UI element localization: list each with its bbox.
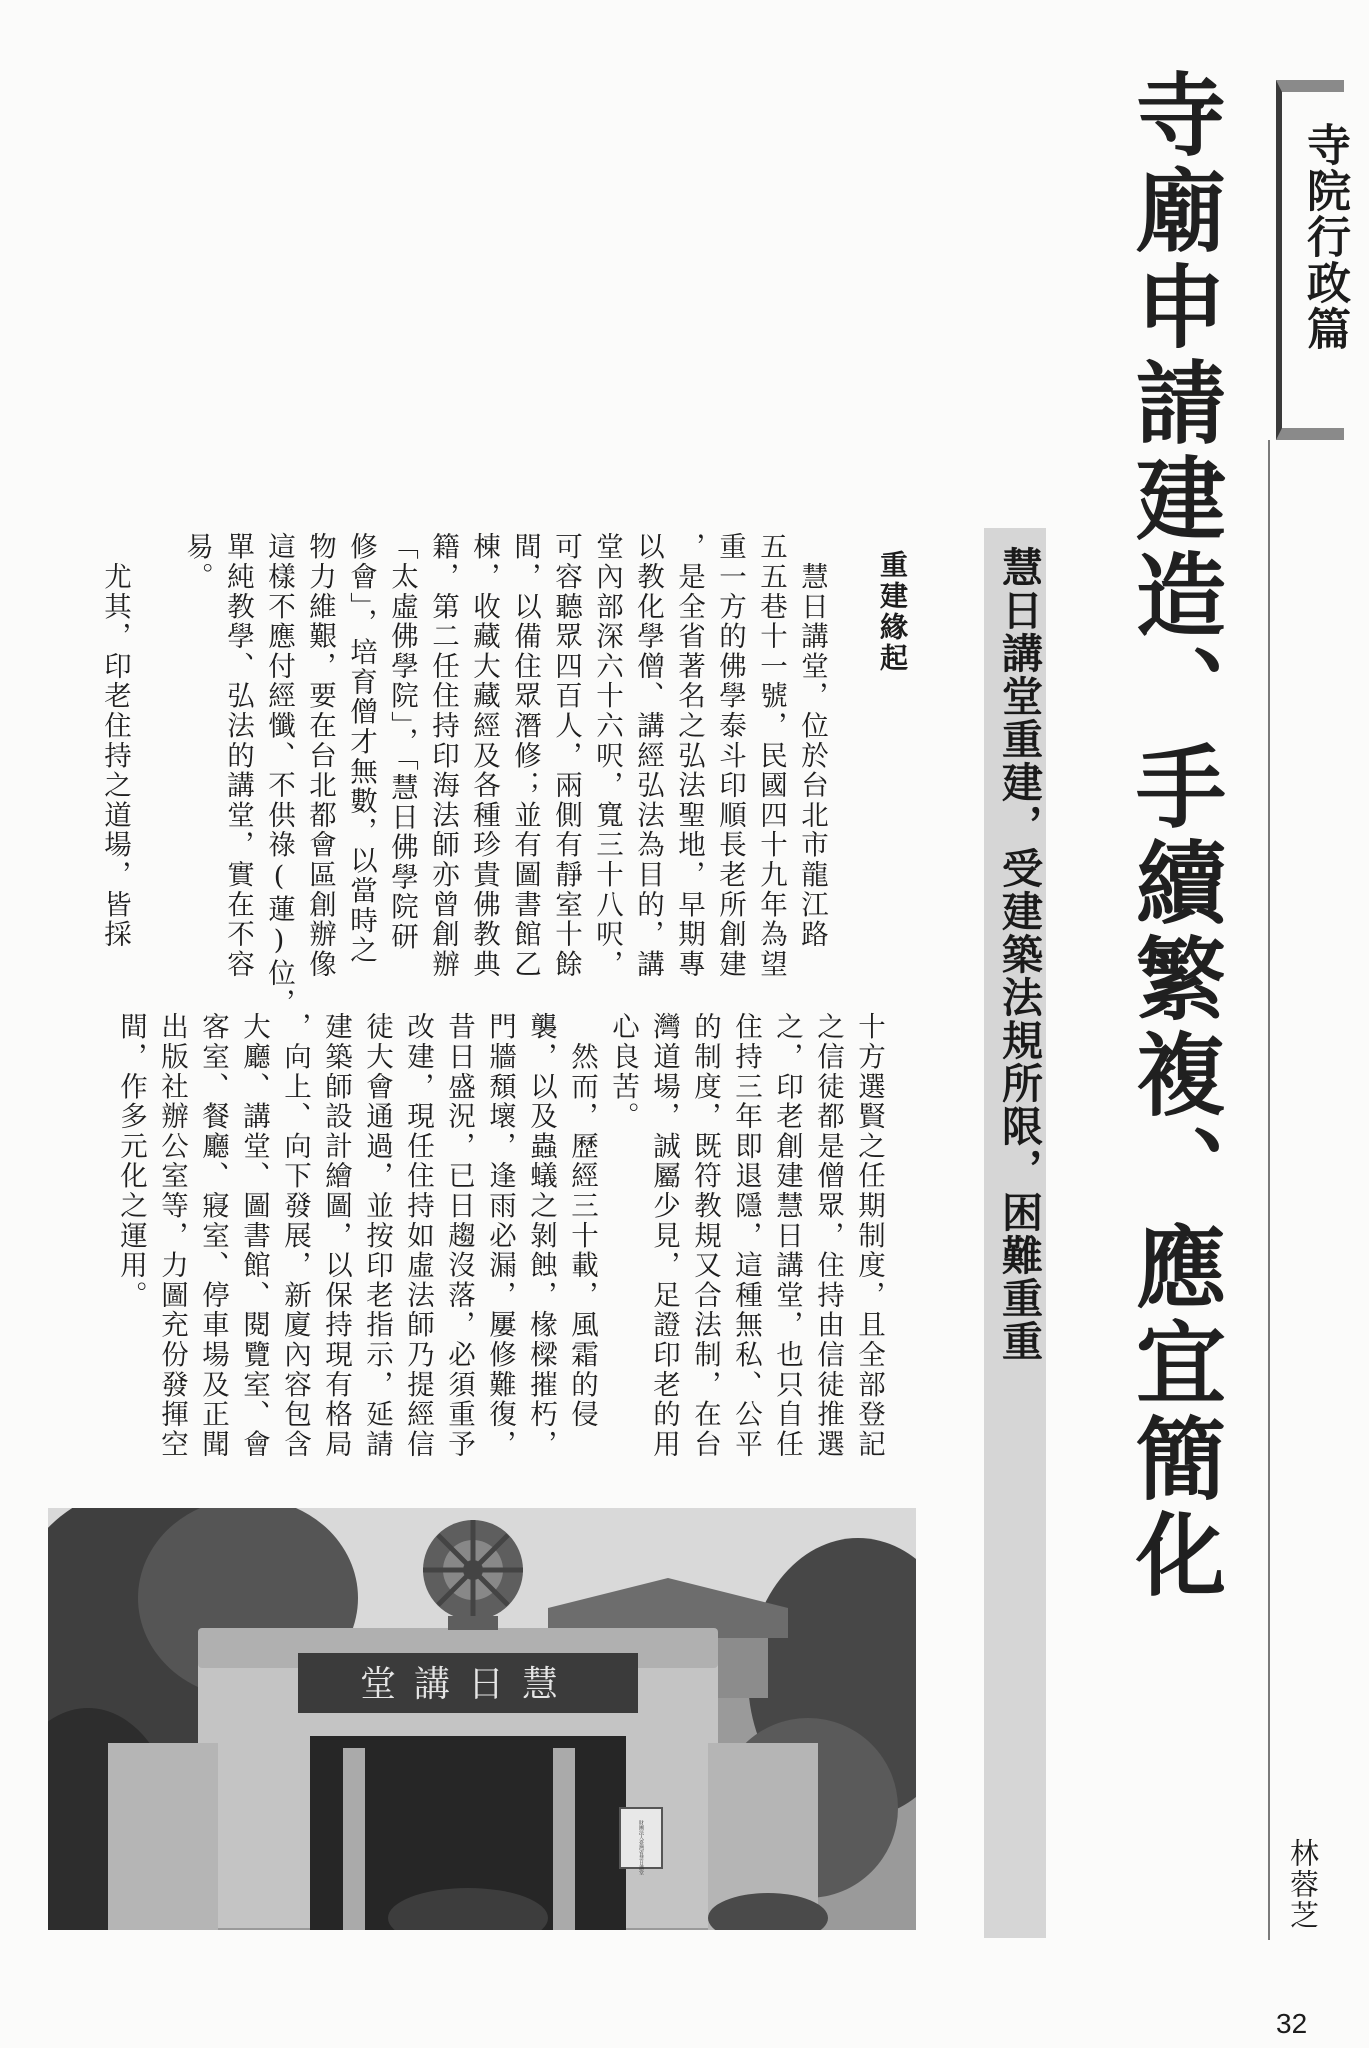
text-line: 慧日講堂，位於台北市龍江路 (796, 532, 828, 950)
text-line: 十方選賢之任期制度，且全部登記 (853, 1012, 885, 1459)
article-title: 寺廟申請建造、手續繁複、應宜簡化 (1120, 68, 1226, 1604)
author-name: 林蓉芝 (1286, 1838, 1320, 1931)
text-line: 昔日盛況，已日趨沒落，必須重予 (443, 1012, 475, 1459)
text-line: 單純教學、弘法的講堂，實在不容 (222, 532, 254, 979)
text-line: 物力維艱，要在台北都會區創辦像 (304, 532, 336, 979)
text-line: 徒大會通過，並按印老指示，延請 (361, 1012, 393, 1459)
text-line: 建築師設計繪圖，以保持現有格局 (320, 1012, 352, 1459)
text-line: 的制度，既符教規又合法制，在台 (689, 1012, 721, 1459)
text-line: 籍，第二任住持印海法師亦曾創辦 (427, 532, 459, 979)
body-text-lower (110, 1012, 889, 1472)
text-line: ，是全省著名之弘法聖地，早期專 (673, 532, 705, 979)
text-line: 間，作多元化之運用。 (115, 1012, 147, 1310)
text-line: 重一方的佛學泰斗印順長老所創建 (714, 532, 746, 979)
text-line: 改建，現任住持如虛法師乃提經信 (402, 1012, 434, 1459)
text-line: 客室、餐廳、寢室、停車場及正聞 (197, 1012, 229, 1459)
section-tag-label: 寺院行政篇 (1299, 122, 1350, 352)
temple-gate-photo (48, 1508, 916, 1930)
margin-rule (1268, 440, 1270, 1940)
page-number: 32 (1276, 2008, 1308, 2039)
text-line: 間，以備住眾潛修；並有圖書館乙 (509, 532, 541, 979)
text-line: 襲，以及蟲蟻之剝蝕，椽樑摧朽， (525, 1012, 557, 1459)
text-line: 門牆頹壞，逢雨必漏，屢修難復， (484, 1012, 516, 1459)
text-line: ，向上、向下發展，新廈內容包含 (279, 1012, 311, 1459)
text-line: 這樣不應付經懺、不供祿(蓮)位， (263, 532, 295, 1018)
text-line: 然而，歷經三十載，風霜的侵 (566, 1012, 598, 1430)
section-tag (1276, 80, 1350, 440)
text-line: 之，印老創建慧日講堂，也只自任 (771, 1012, 803, 1459)
text-line: 大廳、講堂、圖書館、閱覽室、會 (238, 1012, 270, 1459)
text-line: 尤其，印老住持之道場，皆採 (99, 532, 131, 950)
text-line: 可容聽眾四百人，兩側有靜室十餘 (550, 532, 582, 979)
temple-gate-illustration (48, 1508, 916, 1930)
text-line: 五五巷十一號，民國四十九年為望 (755, 532, 787, 979)
section-heading: 重建緣起 (876, 550, 909, 674)
text-line: 易。 (181, 532, 213, 592)
text-line: 灣道場，誠屬少見，足證印老的用 (648, 1012, 680, 1459)
text-line: 心良苦。 (607, 1012, 639, 1132)
text-line: 出版社辦公室等，力圖充份發揮空 (156, 1012, 188, 1459)
text-line: 修會」，培育僧才無數，以當時之 (345, 532, 377, 966)
text-line: 之信徒都是僧眾，住持由信徒推選 (812, 1012, 844, 1459)
text-line: 以教化學僧、講經弘法為目的，講 (632, 532, 664, 979)
gate-sign-text: 慧日講堂 (359, 1664, 577, 1705)
text-line: 棟，收藏大藏經及各種珍貴佛教典 (468, 532, 500, 979)
photo-plaque-text: 財團法人臺灣省慧日講堂 (638, 1820, 644, 1875)
article-subtitle: 慧日講堂重建，受建築法規所限，困難重重 (995, 546, 1043, 1363)
text-line: 住持三年即退隱，這種無私、公平 (730, 1012, 762, 1459)
text-line: 「太虛佛學院」，「慧日佛學院研 (386, 532, 418, 952)
text-line: 堂內部深六十六呎，寬三十八呎， (591, 532, 623, 979)
